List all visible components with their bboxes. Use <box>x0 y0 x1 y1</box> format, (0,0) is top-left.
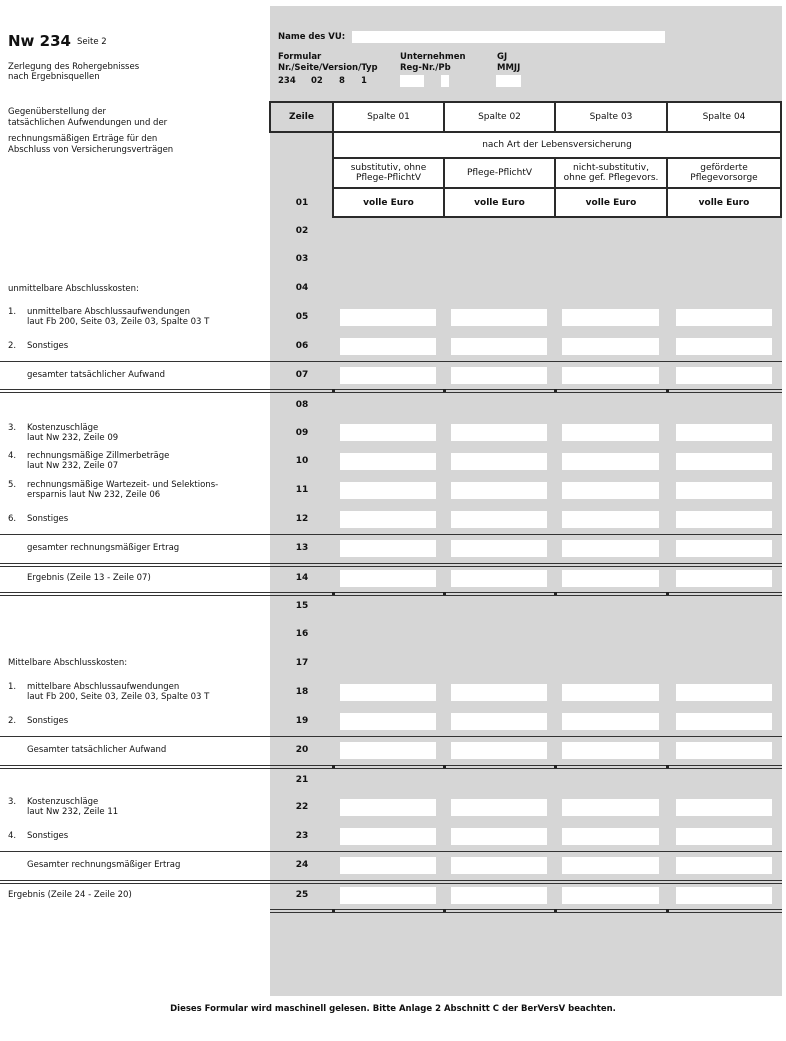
input-r09-c02[interactable] <box>451 424 547 441</box>
input-r23-c03[interactable] <box>562 828 659 845</box>
unit-header-01: volle Euro <box>332 187 445 218</box>
form-page: Seite 2 <box>77 37 107 47</box>
input-r18-c03[interactable] <box>562 684 659 701</box>
sub-header-02: Pflege-PflichtV <box>443 157 556 189</box>
input-r13-c03[interactable] <box>562 540 659 557</box>
gj-input[interactable] <box>496 75 521 87</box>
input-r19-c01[interactable] <box>340 713 436 730</box>
input-r23-c02[interactable] <box>451 828 547 845</box>
rule-before-20 <box>0 736 782 737</box>
label-18: 1. mittelbare Abschlussaufwendungen laut Fb 200, Seite 03, Zeile 03, Spalte 03 T <box>8 682 210 702</box>
input-r25-c01[interactable] <box>340 887 436 904</box>
input-r07-c03[interactable] <box>562 367 659 384</box>
form-code: Nw 234 <box>8 32 71 50</box>
input-r05-c03[interactable] <box>562 309 659 326</box>
zeile-06: 06 <box>295 341 309 351</box>
label-25: Ergebnis (Zeile 24 - Zeile 20) <box>8 890 132 900</box>
input-r05-c01[interactable] <box>340 309 436 326</box>
pb-input[interactable] <box>441 75 449 87</box>
input-r24-c03[interactable] <box>562 857 659 874</box>
desc-line-2: tatsächlichen Aufwendungen und der <box>8 118 168 128</box>
input-r11-c02[interactable] <box>451 482 547 499</box>
col-tick <box>666 765 669 768</box>
input-r10-c04[interactable] <box>676 453 772 470</box>
rule-before-07 <box>0 361 782 362</box>
zeile-24: 24 <box>295 860 309 870</box>
desc-line-4: Abschluss von Versicherungsverträgen <box>8 145 174 155</box>
zeile-23: 23 <box>295 831 309 841</box>
input-r20-c03[interactable] <box>562 742 659 759</box>
zeile-08: 08 <box>295 400 309 410</box>
col-tick <box>443 909 446 912</box>
label-24: Gesamter rechnungsmäßiger Ertrag <box>27 860 181 870</box>
col-tick <box>332 389 335 392</box>
zeile-11: 11 <box>295 485 309 495</box>
col-tick <box>443 389 446 392</box>
desc-line-1: Gegenüberstellung der <box>8 107 107 117</box>
zeile-01: 01 <box>295 198 309 208</box>
input-r23-c01[interactable] <box>340 828 436 845</box>
col-tick <box>554 389 557 392</box>
zeile-02: 02 <box>295 226 309 236</box>
label-14: Ergebnis (Zeile 13 - Zeile 07) <box>27 573 151 583</box>
input-r14-c02[interactable] <box>451 570 547 587</box>
unit-header-03: volle Euro <box>554 187 668 218</box>
input-r07-c01[interactable] <box>340 367 436 384</box>
input-r18-c01[interactable] <box>340 684 436 701</box>
label-05: 1. unmittelbare Abschlussaufwendungen laut Fb 200, Seite 03, Zeile 03, Spalte 03 T <box>8 307 210 327</box>
subtitle-line-2: nach Ergebnisquellen <box>8 72 100 82</box>
rule-after-14 <box>0 592 782 596</box>
label-09: 3. Kostenzuschläge laut Nw 232, Zeile 09 <box>8 423 119 443</box>
col-tick <box>332 909 335 912</box>
zeile-19: 19 <box>295 716 309 726</box>
input-r25-c02[interactable] <box>451 887 547 904</box>
col-tick <box>554 909 557 912</box>
input-r19-c03[interactable] <box>562 713 659 730</box>
rule-after-13 <box>0 563 782 567</box>
formular-version: 8 <box>339 76 345 86</box>
zeile-21: 21 <box>295 775 309 785</box>
rule-after-07 <box>0 389 782 393</box>
input-r24-c04[interactable] <box>676 857 772 874</box>
label-11: 5. rechnungsmäßige Wartezeit- und Selektions- ersparnis laut Nw 232, Zeile 06 <box>8 480 219 500</box>
input-r11-c04[interactable] <box>676 482 772 499</box>
rule-after-25 <box>270 909 782 913</box>
col-tick <box>332 765 335 768</box>
label-06: 2. Sonstiges <box>8 341 69 351</box>
zeile-18: 18 <box>295 687 309 697</box>
input-r20-c02[interactable] <box>451 742 547 759</box>
input-r14-c04[interactable] <box>676 570 772 587</box>
footer-note: Dieses Formular wird maschinell gelesen. Bitte Anlage 2 Abschnitt C der BerVersV beachten. <box>170 1004 616 1014</box>
zeile-09: 09 <box>295 428 309 438</box>
input-r12-c02[interactable] <box>451 511 547 528</box>
subtitle-line-1: Zerlegung des Rohergebnisses <box>8 62 140 72</box>
input-r18-c04[interactable] <box>676 684 772 701</box>
col-spalte-04: Spalte 04 <box>666 101 782 133</box>
formular-label-2: Nr./Seite/Version/Typ <box>278 63 378 73</box>
input-r22-c04[interactable] <box>676 799 772 816</box>
gj-label-1: GJ <box>497 52 508 62</box>
formular-typ: 1 <box>361 76 367 86</box>
unit-header-04: volle Euro <box>666 187 782 218</box>
input-r25-c04[interactable] <box>676 887 772 904</box>
input-r06-c02[interactable] <box>451 338 547 355</box>
label-13: gesamter rechnungsmäßiger Ertrag <box>27 543 180 553</box>
input-r24-c01[interactable] <box>340 857 436 874</box>
sub-header-03: nicht-substitutiv, ohne gef. Pflegevors. <box>554 157 668 189</box>
label-12: 6. Sonstiges <box>8 514 69 524</box>
input-r09-c04[interactable] <box>676 424 772 441</box>
zeile-07: 07 <box>295 370 309 380</box>
col-tick <box>666 592 669 595</box>
input-r13-c01[interactable] <box>340 540 436 557</box>
input-r23-c04[interactable] <box>676 828 772 845</box>
input-r10-c03[interactable] <box>562 453 659 470</box>
input-r06-c03[interactable] <box>562 338 659 355</box>
rule-before-13 <box>0 534 782 535</box>
input-r19-c04[interactable] <box>676 713 772 730</box>
input-r20-c04[interactable] <box>676 742 772 759</box>
input-r22-c02[interactable] <box>451 799 547 816</box>
group-header: nach Art der Lebensversicherung <box>332 131 782 159</box>
col-spalte-03: Spalte 03 <box>554 101 668 133</box>
col-tick <box>554 592 557 595</box>
col-tick <box>443 765 446 768</box>
zeile-25: 25 <box>295 890 309 900</box>
label-10: 4. rechnungsmäßige Zillmerbeträge laut Nw 232, Zeile 07 <box>8 451 170 471</box>
label-20: Gesamter tatsächlicher Aufwand <box>27 745 167 755</box>
label-04: unmittelbare Abschlusskosten: <box>8 284 139 294</box>
input-r12-c03[interactable] <box>562 511 659 528</box>
input-r13-c02[interactable] <box>451 540 547 557</box>
label-22: 3. Kostenzuschläge laut Nw 232, Zeile 11 <box>8 797 119 817</box>
zeile-16: 16 <box>295 629 309 639</box>
label-07: gesamter tatsächlicher Aufwand <box>27 370 166 380</box>
col-spalte-01: Spalte 01 <box>332 101 445 133</box>
input-r12-c01[interactable] <box>340 511 436 528</box>
rule-after-20 <box>0 765 782 769</box>
input-r13-c04[interactable] <box>676 540 772 557</box>
input-r07-c04[interactable] <box>676 367 772 384</box>
formular-label-1: Formular <box>278 52 322 62</box>
reg-nr-input[interactable] <box>400 75 424 87</box>
input-r11-c01[interactable] <box>340 482 436 499</box>
col-spalte-02: Spalte 02 <box>443 101 556 133</box>
input-r07-c02[interactable] <box>451 367 547 384</box>
input-r12-c04[interactable] <box>676 511 772 528</box>
label-23: 4. Sonstiges <box>8 831 69 841</box>
zeile-22: 22 <box>295 802 309 812</box>
input-r09-c03[interactable] <box>562 424 659 441</box>
input-r22-c01[interactable] <box>340 799 436 816</box>
name-label: Name des VU: <box>278 32 346 42</box>
sub-header-04: geförderte Pflegevorsorge <box>666 157 782 189</box>
zeile-10: 10 <box>295 456 309 466</box>
zeile-20: 20 <box>295 745 309 755</box>
input-r19-c02[interactable] <box>451 713 547 730</box>
rule-before-24 <box>0 851 782 852</box>
label-17: Mittelbare Abschlusskosten: <box>8 658 128 668</box>
input-r10-c02[interactable] <box>451 453 547 470</box>
formular-seite: 02 <box>311 76 323 86</box>
input-r14-c01[interactable] <box>340 570 436 587</box>
input-r20-c01[interactable] <box>340 742 436 759</box>
input-r09-c01[interactable] <box>340 424 436 441</box>
zeile-12: 12 <box>295 514 309 524</box>
name-input[interactable] <box>352 31 665 43</box>
col-tick <box>666 389 669 392</box>
label-19: 2. Sonstiges <box>8 716 69 726</box>
col-tick <box>554 765 557 768</box>
input-r18-c02[interactable] <box>451 684 547 701</box>
sub-header-01: substitutiv, ohne Pflege-PflichtV <box>332 157 445 189</box>
input-r06-c01[interactable] <box>340 338 436 355</box>
zeile-17: 17 <box>295 658 309 668</box>
zeile-14: 14 <box>295 573 309 583</box>
col-tick <box>666 909 669 912</box>
input-r06-c04[interactable] <box>676 338 772 355</box>
input-r05-c04[interactable] <box>676 309 772 326</box>
input-r22-c03[interactable] <box>562 799 659 816</box>
unternehmen-label-2: Reg-Nr./Pb <box>400 63 451 73</box>
desc-line-3: rechnungsmäßigen Erträge für den <box>8 134 158 144</box>
input-r11-c03[interactable] <box>562 482 659 499</box>
rule-after-24 <box>0 880 782 884</box>
zeile-15: 15 <box>295 601 309 611</box>
formular-nr: 234 <box>278 76 296 86</box>
unit-header-02: volle Euro <box>443 187 556 218</box>
input-r25-c03[interactable] <box>562 887 659 904</box>
zeile-03: 03 <box>295 254 309 264</box>
zeile-05: 05 <box>295 312 309 322</box>
input-r05-c02[interactable] <box>451 309 547 326</box>
zeile-04: 04 <box>295 283 309 293</box>
input-r14-c03[interactable] <box>562 570 659 587</box>
col-tick <box>443 592 446 595</box>
input-r10-c01[interactable] <box>340 453 436 470</box>
col-tick <box>332 592 335 595</box>
unternehmen-label-1: Unternehmen <box>400 52 466 62</box>
input-r24-c02[interactable] <box>451 857 547 874</box>
zeile-13: 13 <box>295 543 309 553</box>
gj-label-2: MMJJ <box>497 63 521 73</box>
col-zeile-header: Zeile <box>269 101 334 133</box>
